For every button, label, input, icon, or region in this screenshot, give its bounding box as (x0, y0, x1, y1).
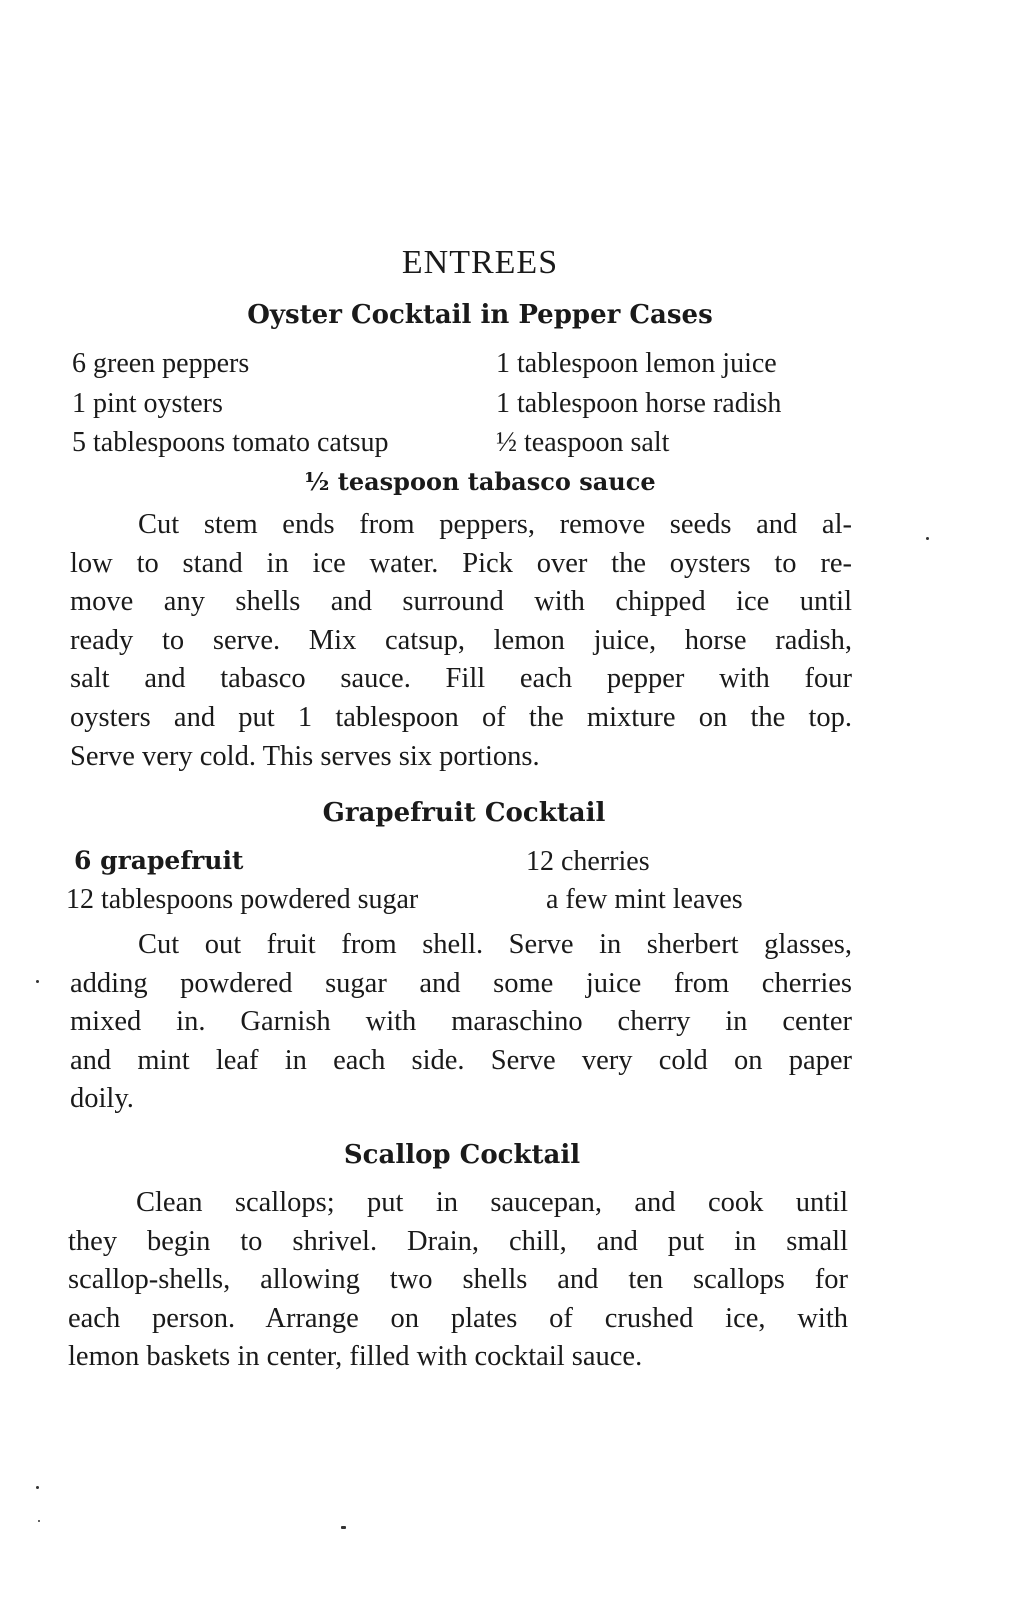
print-speck (36, 1486, 39, 1489)
direction-line: scallop-shells, allowing two shells and ten scallops for (68, 1264, 848, 1296)
ingredient: 1 pint oysters (72, 388, 223, 419)
direction-line: doily. (70, 1083, 134, 1115)
direction-line: lemon baskets in center, filled with cocktail sauce. (68, 1341, 643, 1373)
direction-line: and mint leaf in each side. Serve very cold on paper (70, 1044, 852, 1076)
recipe-directions-oyster-cocktail (70, 506, 852, 776)
ingredient-centered: ½ teaspoon tabasco sauce (304, 467, 656, 496)
ingredient: 1 tablespoon lemon juice (496, 348, 777, 379)
ingredient: 6 grapefruit (74, 846, 244, 875)
print-speck (926, 537, 929, 540)
direction-line: ready to serve. Mix catsup, lemon juice, horse radish, (70, 624, 852, 656)
direction-line: they begin to shrivel. Drain, chill, and put in small (68, 1225, 848, 1257)
print-speck (36, 980, 39, 983)
ingredient: ½ teaspoon salt (496, 427, 670, 458)
recipe-directions-grapefruit-cocktail (70, 926, 852, 1119)
direction-line: Clean scallops; put in saucepan, and cook until (136, 1187, 848, 1218)
ingredient: 12 cherries (526, 846, 650, 877)
direction-line: Serve very cold. This serves six portions. (70, 740, 540, 772)
recipe-directions-scallop-cocktail (68, 1184, 848, 1377)
print-speck (341, 1526, 346, 1529)
direction-line: salt and tabasco sauce. Fill each pepper with four (70, 663, 852, 695)
ingredient: 6 green peppers (72, 348, 250, 379)
recipe-title-oyster-cocktail: Oyster Cocktail in Pepper Cases (247, 300, 713, 330)
ingredient: 5 tablespoons tomato catsup (72, 427, 389, 458)
ingredient: 1 tablespoon horse radish (496, 388, 782, 419)
direction-line: Cut out fruit from shell. Serve in sherbert glasses, (138, 929, 852, 960)
direction-line: Cut stem ends from peppers, remove seeds and al- (138, 509, 852, 540)
direction-line: adding powdered sugar and some juice from cherries (70, 967, 852, 999)
direction-line: oysters and put 1 tablespoon of the mixture on the top. (70, 701, 852, 733)
direction-line: low to stand in ice water. Pick over the oysters to re- (70, 547, 852, 579)
chapter-title: ENTREES (401, 244, 559, 281)
ingredient: 12 tablespoons powdered sugar (66, 884, 419, 915)
print-speck (38, 1520, 40, 1522)
direction-line: mixed in. Garnish with maraschino cherry in center (70, 1006, 852, 1038)
recipe-title-grapefruit-cocktail: Grapefruit Cocktail (322, 798, 606, 828)
recipe-title-scallop-cocktail: Scallop Cocktail (343, 1140, 581, 1170)
ingredient: a few mint leaves (546, 884, 743, 915)
direction-line: move any shells and surround with chipped ice until (70, 586, 852, 618)
direction-line: each person. Arrange on plates of crushed ice, with (68, 1302, 848, 1334)
